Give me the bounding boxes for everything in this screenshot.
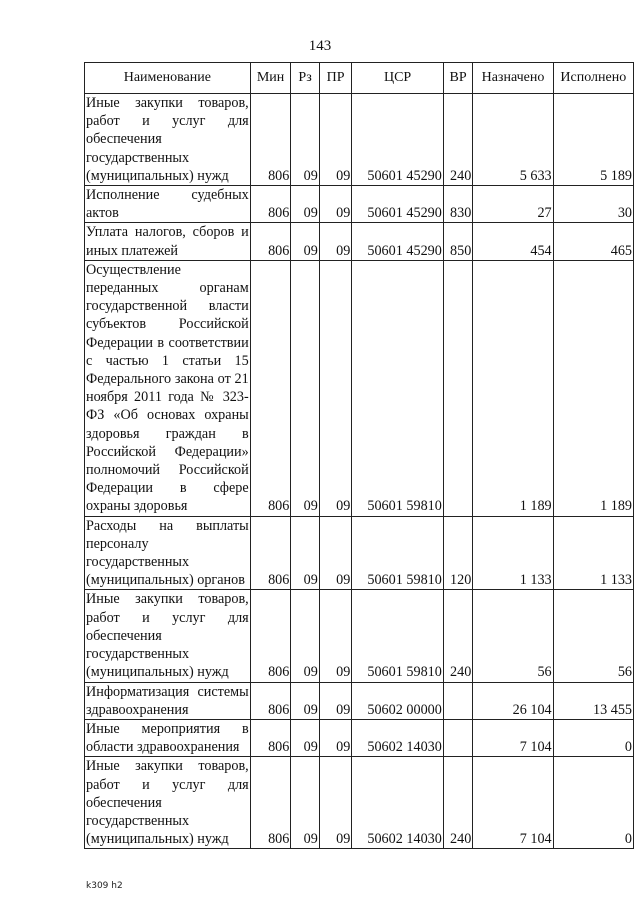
row-min: 806	[250, 757, 291, 849]
row-pr: 09	[319, 590, 352, 682]
row-rz: 09	[291, 516, 319, 590]
row-rz: 09	[291, 186, 319, 223]
header-rz: Рз	[291, 63, 319, 94]
row-name: Иные закупки товаров, работ и услуг для обеспечения государственных (муниципальных) нужд	[86, 95, 249, 184]
row-name: Исполнение судебных актов	[86, 187, 249, 222]
table-row	[85, 682, 634, 719]
row-min: 806	[250, 516, 291, 590]
table-row	[85, 260, 634, 516]
budget-table	[84, 62, 634, 849]
header-assigned: Назначено	[473, 63, 553, 94]
row-assigned: 27	[473, 186, 553, 223]
row-assigned: 5 633	[473, 94, 553, 186]
row-pr: 09	[319, 516, 352, 590]
row-executed: 30	[553, 186, 633, 223]
row-csr: 50602 14030	[352, 719, 444, 756]
row-executed: 56	[553, 590, 633, 682]
row-vr: 120	[443, 516, 472, 590]
row-vr: 240	[443, 94, 472, 186]
row-pr: 09	[319, 94, 352, 186]
row-vr: 240	[443, 757, 472, 849]
row-executed: 0	[553, 719, 633, 756]
table-header-row	[85, 63, 634, 94]
row-name: Расходы на выплаты персоналу государственных (муниципальных) органов	[86, 517, 249, 589]
table-row	[85, 757, 634, 849]
row-min: 806	[250, 590, 291, 682]
table-row	[85, 223, 634, 260]
footer-code: k309 h2	[86, 881, 123, 891]
table-row	[85, 590, 634, 682]
row-vr: 240	[443, 590, 472, 682]
row-min: 806	[250, 719, 291, 756]
row-pr: 09	[319, 223, 352, 260]
row-name: Иные мероприятия в области здравоохранения	[86, 720, 249, 756]
row-executed: 1 133	[553, 516, 633, 590]
row-rz: 09	[291, 682, 319, 719]
header-pr: ПР	[319, 63, 352, 94]
row-vr	[443, 719, 472, 756]
row-name: Уплата налогов, сборов и иных платежей	[86, 224, 249, 259]
header-csr: ЦСР	[352, 63, 444, 94]
row-name: Иные закупки товаров, работ и услуг для обеспечения государственных (муниципальных) нужд	[86, 591, 249, 681]
row-assigned: 56	[473, 590, 553, 682]
row-pr: 09	[319, 260, 352, 516]
row-assigned: 1 189	[473, 260, 553, 516]
row-vr	[443, 682, 472, 719]
row-csr: 50601 45290	[352, 94, 444, 186]
row-min: 806	[250, 682, 291, 719]
header-name: Наименование	[85, 63, 251, 94]
row-assigned: 454	[473, 223, 553, 260]
row-rz: 09	[291, 757, 319, 849]
row-csr: 50602 00000	[352, 682, 444, 719]
row-csr: 50601 45290	[352, 186, 444, 223]
row-name: Осуществление переданных органам государственной власти субъектов Российской Федерации в соответствии с частью 1 статьи 15 Федерального закона от 21 ноября 2011 года № 323-ФЗ «Об основах охраны здоровья граждан в Российской Федерации» полномочий Российской Федерации в сфере охраны здоровья	[86, 261, 249, 515]
row-assigned: 26 104	[473, 682, 553, 719]
row-vr	[443, 260, 472, 516]
row-rz: 09	[291, 719, 319, 756]
table-row	[85, 719, 634, 756]
header-executed: Исполнено	[553, 63, 633, 94]
row-min: 806	[250, 223, 291, 260]
row-min: 806	[250, 186, 291, 223]
row-name: Информатизация системы здравоохранения	[86, 683, 249, 718]
row-pr: 09	[319, 186, 352, 223]
row-csr: 50601 59810	[352, 590, 444, 682]
table-row	[85, 94, 634, 186]
row-executed: 0	[553, 757, 633, 849]
row-rz: 09	[291, 223, 319, 260]
row-min: 806	[250, 260, 291, 516]
header-min: Мин	[250, 63, 291, 94]
row-vr: 830	[443, 186, 472, 223]
row-pr: 09	[319, 757, 352, 849]
row-assigned: 7 104	[473, 719, 553, 756]
table-row	[85, 186, 634, 223]
row-pr: 09	[319, 719, 352, 756]
row-rz: 09	[291, 260, 319, 516]
row-name: Иные закупки товаров, работ и услуг для обеспечения государственных (муниципальных) нужд	[86, 758, 249, 848]
table-row	[85, 516, 634, 590]
row-assigned: 7 104	[473, 757, 553, 849]
row-executed: 13 455	[553, 682, 633, 719]
row-executed: 5 189	[553, 94, 633, 186]
row-csr: 50601 59810	[352, 516, 444, 590]
row-rz: 09	[291, 94, 319, 186]
page-number: 143	[308, 38, 332, 54]
row-rz: 09	[291, 590, 319, 682]
row-csr: 50601 59810	[352, 260, 444, 516]
row-csr: 50601 45290	[352, 223, 444, 260]
row-executed: 465	[553, 223, 633, 260]
header-vr: ВР	[443, 63, 472, 94]
row-csr: 50602 14030	[352, 757, 444, 849]
row-pr: 09	[319, 682, 352, 719]
row-assigned: 1 133	[473, 516, 553, 590]
row-min: 806	[250, 94, 291, 186]
row-executed: 1 189	[553, 260, 633, 516]
row-vr: 850	[443, 223, 472, 260]
